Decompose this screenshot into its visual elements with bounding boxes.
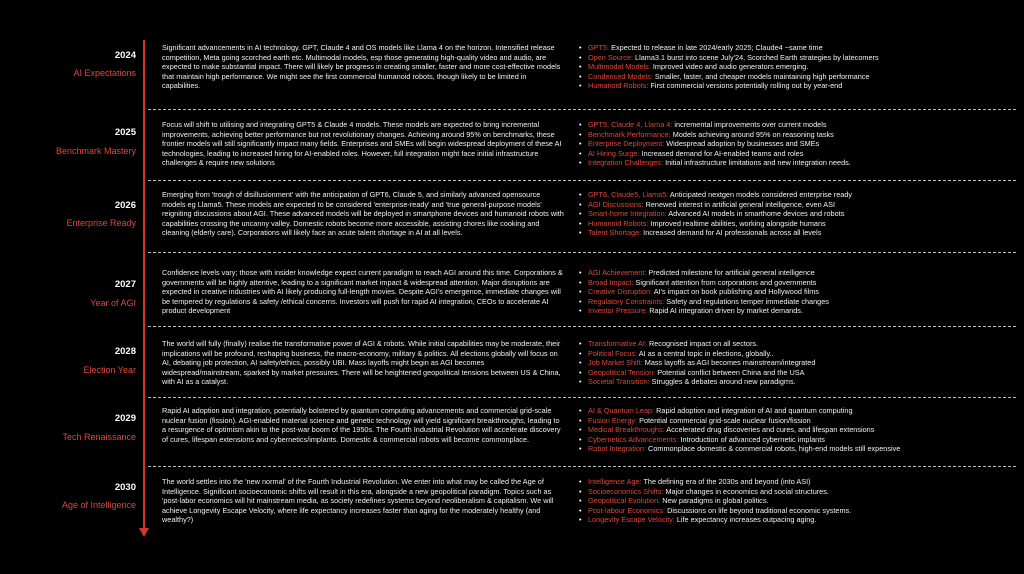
year-label: 2029 xyxy=(114,413,136,424)
highlight-item xyxy=(578,506,1018,516)
highlight-item xyxy=(578,435,1018,445)
highlight-text: Struggles & debates around new paradigms. xyxy=(649,377,796,387)
highlight-term: AI Hiring Surge: xyxy=(588,148,640,158)
highlight-term: Talent Shortage: xyxy=(588,228,642,238)
highlight-term: Geopolitical Tension: xyxy=(588,367,656,377)
highlight-term: Smart-home Integration: xyxy=(588,209,667,219)
row-divider xyxy=(148,326,1016,327)
year-label: 2028 xyxy=(114,346,136,357)
highlight-term: Societal Transition: xyxy=(588,377,650,387)
highlight-term: Geopolitical Evolution: xyxy=(588,496,661,506)
highlight-item xyxy=(578,339,1018,349)
highlight-term: Robot Integration: xyxy=(588,444,647,454)
highlight-text: Widespread adoption by businesses and SMEs xyxy=(664,139,820,149)
theme-label: Benchmark Mastery xyxy=(55,146,136,156)
row-divider xyxy=(148,466,1016,467)
highlight-text: Rapid AI integration driven by market demands. xyxy=(647,306,803,316)
year-description: The world will fully (finally) realise the transformative power of AGI & robots. While initial capabilities may be moderate, their implications will be profound, reshaping business, the macro-economy, military & politics. All elections globally will focus on AI, debating job protection, AI safety/ethics, possibly UBI. Mass layoffs might begin as AGI becomes widespread/mainstream, sparked by market pressures. There will be heightened geopolitical tensions between US & China, with AI as a catalyst. xyxy=(162,339,561,386)
highlight-item xyxy=(578,130,1018,140)
highlight-item xyxy=(578,209,1018,219)
year-label: 2026 xyxy=(114,200,136,211)
highlight-term: Cybernetics Advancements: xyxy=(588,434,679,444)
highlights-list xyxy=(578,339,1018,387)
highlights-list xyxy=(578,406,1018,454)
highlight-item xyxy=(578,487,1018,497)
highlight-term: AGI Achievement: xyxy=(588,268,647,277)
highlight-item xyxy=(578,219,1018,229)
year-description: Significant advancements in AI technology. GPT, Claude 4 and OS models like Llama 4 on the horizon. Intensified release competition, Meta going scorched earth etc. Multimodal models, esp those generating high-quality video and audio, are expected to make substantial impact. There will likely be progress in creating smaller, faster and more cost-effective models that maintain high performance. We might see the first commercial humanoid robots, though likely to be limited in capabilities. xyxy=(162,43,561,90)
highlight-term: GPT6, Claude5, Llama5: xyxy=(588,190,669,199)
highlight-item xyxy=(578,297,1018,307)
highlight-term: Benchmark Performance: xyxy=(588,129,671,139)
highlight-text: Llama3.1 burst into scene July'24, Scorched Earth strategies by latecomers xyxy=(633,52,879,62)
highlight-item xyxy=(578,349,1018,359)
year-description: The world settles into the 'new normal' of the Fourth Industrial Revolution. We enter into what may be called the Age of Intelligence. Significant socioeconomic shifts will result in this era, alongside a new geopolitical paradigm. Topics such as 'post-labor economics will hit mainstream media, as society redefines systems beyond neoliberalism & capitalism. We will achieve Longevity Escape Velocity, where life expectancy increases faster than aging for the moderately healthy (and wealthy?) xyxy=(162,477,554,524)
year-label: 2027 xyxy=(114,279,136,290)
highlight-term: Post-labour Economics: xyxy=(588,505,666,515)
highlight-item xyxy=(578,81,1018,91)
highlight-item xyxy=(578,190,1018,200)
year-label: 2025 xyxy=(114,127,136,138)
timeline-line xyxy=(143,40,145,530)
theme-label: AI Expectations xyxy=(73,68,136,78)
highlight-text: Rapid adoption and integration of AI and quantum computing xyxy=(654,406,853,415)
highlight-term: Intelligence Age: xyxy=(588,477,642,486)
year-description: Rapid AI adoption and integration, potentially bolstered by quantum computing advancements and commercial grid-scale nuclear fusion (fission). AGI-enabled material science and genetic technology will yield significant breakthroughs, leading to a resurgence of optimism akin to the post-war boom of the 1950s. The Fourth Industrial Revolution will accelerate discovery of cures, lifespan extensions and cybernetics/implants. Domestic & commercial robots will become commonplace. xyxy=(162,406,561,444)
highlight-item xyxy=(578,158,1018,168)
highlight-text: Potential commercial grid-scale nuclear fusion/fission xyxy=(637,415,811,425)
highlight-item xyxy=(578,72,1018,82)
theme-label: Enterprise Ready xyxy=(66,218,136,228)
highlight-text: Increased demand for AI professionals across all levels xyxy=(641,228,822,238)
highlight-term: Job Market Shift: xyxy=(588,358,643,368)
highlight-term: Integration Challenges: xyxy=(588,158,664,168)
highlight-term: Broad Impact: xyxy=(588,277,634,287)
highlight-text: AI as a central topic in elections, globally.. xyxy=(637,348,774,358)
highlight-term: Medical Breakthroughs: xyxy=(588,425,665,435)
highlight-item xyxy=(578,43,1018,53)
highlight-text: Mass layoffs as AGI becomes mainstream/integrated xyxy=(642,358,816,368)
highlight-text: The defining era of the 2030s and beyond (into ASI) xyxy=(641,477,811,486)
highlight-item xyxy=(578,278,1018,288)
timeline-arrow-icon xyxy=(139,528,149,537)
highlights-list xyxy=(578,43,1018,91)
highlight-text: Advanced AI models in smarthome devices and robots xyxy=(666,209,845,219)
highlight-text: Commonplace domestic & commercial robots, high-end models still expensive xyxy=(646,444,901,454)
year-description: Confidence levels vary; those with insider knowledge expect current paradigm to reach AGI around this time. Corporations & governments will be highly attentive, leading to a significant market impact & widespread attention. Major disruptions are expected in creative industries with AI likely producing full-length movies. Despite AGI's emergence, immediate changes will be tempered by regulations & safety /ethical concerns. Investors will push for rapid AI integration, CEOs to accelerate AI product development xyxy=(162,268,563,315)
year-description: Focus will shift to utilising and integrating GPT5 & Claude 4 models. These models are expected to bring incremental improvements, achieving better performance but not revolutionary changes. Achieving around 95% on benchmarks, these frontier models will still significantly impact many fields. Enterprises and SMEs will begin widespread deployment of these AI technologies, leading to increased hiring for AI-enabled roles. However, full integration might face initial infrastructure challenges & require new solutions xyxy=(162,120,562,167)
highlight-item xyxy=(578,228,1018,238)
year-label: 2024 xyxy=(114,50,136,61)
highlight-item xyxy=(578,149,1018,159)
highlight-text: Expected to release in late 2024/early 2025; Claude4 ~same time xyxy=(609,43,823,52)
highlight-term: Open Source: xyxy=(588,52,634,62)
highlight-term: Enterprise Deployment: xyxy=(588,139,665,149)
highlight-text: AI's impact on book publishing and Hollywood films xyxy=(652,287,819,297)
highlight-text: Models achieving around 95% on reasoning tasks xyxy=(670,129,834,139)
highlight-term: GPT5: xyxy=(588,43,610,52)
highlight-item xyxy=(578,287,1018,297)
year-label: 2030 xyxy=(114,482,136,493)
highlight-text: Recognised impact on all sectors. xyxy=(646,339,759,348)
theme-label: Election Year xyxy=(83,365,136,375)
highlight-term: Longevity Escape Velocity: xyxy=(588,515,675,525)
highlight-text: incremental improvements over current models xyxy=(672,120,827,129)
highlight-term: Condensed Models: xyxy=(588,71,653,81)
highlight-item xyxy=(578,406,1018,416)
row-divider xyxy=(148,180,1016,181)
highlight-item xyxy=(578,120,1018,130)
highlight-term: Transformative AI: xyxy=(588,339,647,348)
highlight-term: GPT5, Claude 4, Llama 4: xyxy=(588,120,673,129)
theme-label: Age of Intelligence xyxy=(61,500,136,510)
highlight-text: Safety and regulations temper immediate changes xyxy=(664,296,829,306)
highlight-text: Accelerated drug discoveries and cures, and lifespan extensions xyxy=(664,425,875,435)
highlight-text: Life expectancy increases outpacing aging. xyxy=(674,515,817,525)
highlight-item xyxy=(578,306,1018,316)
highlight-text: Smaller, faster, and cheaper models maintaining high performance xyxy=(652,71,870,81)
highlights-list xyxy=(578,120,1018,168)
highlight-text: Significant attention from corporations and governments xyxy=(633,277,817,287)
highlight-text: Potential conflict between China and the USA xyxy=(655,367,805,377)
highlight-item xyxy=(578,515,1018,525)
highlight-item xyxy=(578,425,1018,435)
row-divider xyxy=(148,252,1016,253)
highlight-item xyxy=(578,358,1018,368)
highlight-term: Humanoid Robots: xyxy=(588,81,649,91)
highlight-term: Multimodal Models: xyxy=(588,62,651,72)
highlight-text: Increased demand for AI-enabled teams and roles xyxy=(639,148,804,158)
highlight-text: Anticipated nextgen models considered enterprise ready xyxy=(668,190,853,199)
highlight-term: AGI Discussions: xyxy=(588,199,644,209)
highlight-term: Investor Pressure: xyxy=(588,306,648,316)
highlight-item xyxy=(578,444,1018,454)
highlight-text: New paradigms in global politics. xyxy=(660,496,769,506)
highlight-term: Fusion Energy: xyxy=(588,415,638,425)
highlight-term: Creative Disruption: xyxy=(588,287,653,297)
highlight-text: First commercial versions potentially rolling out by year-end xyxy=(648,81,843,91)
highlights-list xyxy=(578,477,1018,525)
highlight-item xyxy=(578,496,1018,506)
theme-label: Tech Renaissance xyxy=(62,432,136,442)
highlight-text: Predicted milestone for artificial general intelligence xyxy=(646,268,815,277)
row-divider xyxy=(148,397,1016,398)
highlight-item xyxy=(578,268,1018,278)
highlight-term: Political Focus: xyxy=(588,348,638,358)
highlight-text: Initial infrastructure limitations and new integration needs. xyxy=(663,158,851,168)
highlights-list xyxy=(578,268,1018,316)
highlight-item xyxy=(578,200,1018,210)
highlight-item xyxy=(578,368,1018,378)
highlight-term: AI & Quantum Leap: xyxy=(588,406,655,415)
highlight-item xyxy=(578,416,1018,426)
year-description: Emerging from 'trough of disillusionment' with the anticipation of GPT6, Claude 5, and similarly advanced opensource models eg Llama5. These models are expected to be considered 'enterprise-ready' and 'true general-purpose models' reigniting discussions about AGI. These advanced models will be deployed in smartphone devices and humanoid robots with capabilities crossing the uncanny valley. Domestic robots become more accessible, assisting chores like cooking and cleaning (elderly care). Corporations will likely face an acute talent shortage in AI at all levels. xyxy=(162,190,564,237)
highlight-item xyxy=(578,377,1018,387)
highlight-term: Humanoid Robots: xyxy=(588,218,649,228)
highlight-text: Improved realtime abilities, working alongside humans xyxy=(648,218,826,228)
theme-label: Year of AGI xyxy=(90,298,136,308)
highlight-text: Renewed interest in artificial general intelligence, even ASI xyxy=(643,199,836,209)
highlights-list xyxy=(578,190,1018,238)
highlight-text: Introduction of advanced cybernetic implants xyxy=(678,434,825,444)
highlight-item xyxy=(578,477,1018,487)
highlight-item xyxy=(578,62,1018,72)
highlight-item xyxy=(578,139,1018,149)
highlight-text: Discussions on life beyond traditional economic systems. xyxy=(665,505,852,515)
highlight-text: Major changes in economics and social structures. xyxy=(663,486,829,496)
highlight-term: Socioeconomics Shifts: xyxy=(588,486,664,496)
row-divider xyxy=(148,109,1016,110)
highlight-term: Regulatory Constraints: xyxy=(588,296,665,306)
highlight-item xyxy=(578,53,1018,63)
highlight-text: Improved video and audio generators emerging. xyxy=(650,62,809,72)
